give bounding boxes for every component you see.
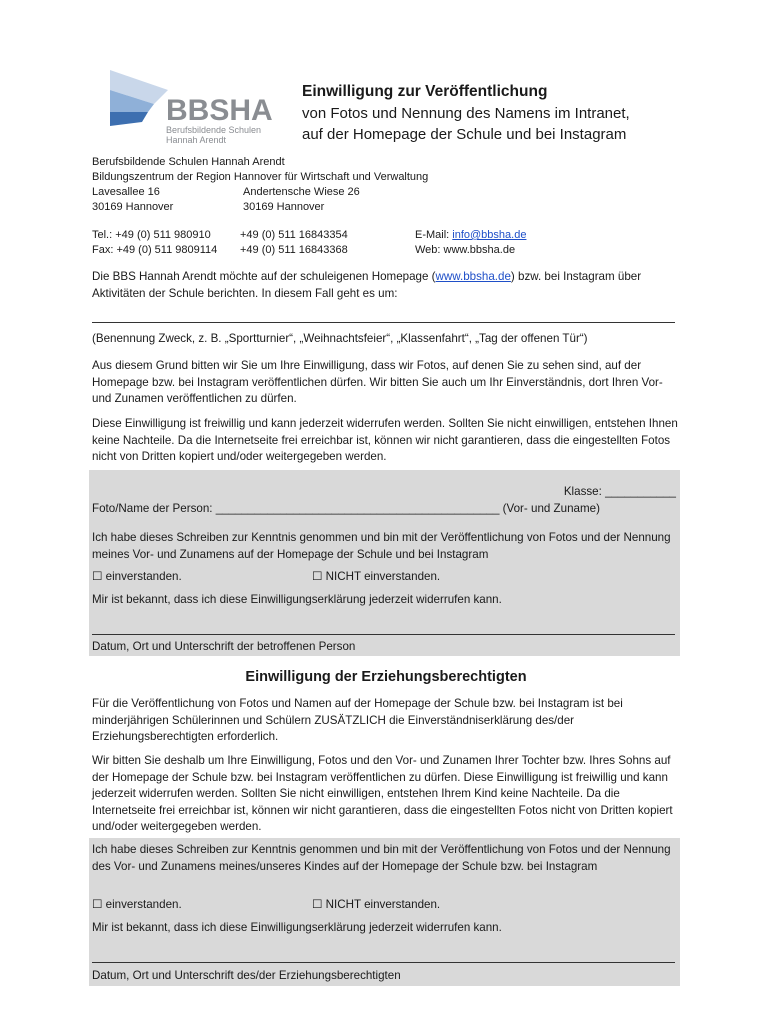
form2-statement: Ich habe dieses Schreiben zur Kenntnis genommen und bin mit der Veröffentlichung von Fotos und der Nennung des Vor- und Zunamens meines/unseres Kindes auf der Homepage der Schule bzw. bei Instagram: [92, 843, 671, 873]
paragraph-2: Diese Einwilligung ist freiwillig und kann jederzeit widerrufen werden. Sollten Sie nicht einwilligen, entstehen Ihnen keine Nachteile. Da die Internetseite frei erreichbar ist, können wir nicht garantieren, dass die eingestellten Fotos nicht von Dritten kopiert und/oder weitergegeben werden.: [92, 417, 678, 464]
school-center: Bildungszentrum der Region Hannover für Wirtschaft und Verwaltung: [92, 171, 429, 183]
form2-revoke-note: Mir ist bekannt, dass ich diese Einwilligungserklärung jederzeit widerrufen kann.: [92, 921, 502, 934]
intro-paragraph: [92, 269, 682, 302]
form1-agree-option[interactable]: [92, 569, 292, 586]
purpose-hint: (Benennung Zweck, z. B. „Sportturnier“, „Weihnachtsfeier“, „Klassenfahrt“, „Tag der offenen Tür“): [92, 332, 588, 345]
form2-signature-label: Datum, Ort und Unterschrift des/der Erziehungsberechtigten: [92, 969, 401, 982]
document-title: [302, 81, 722, 145]
form1-signature-line[interactable]: [92, 634, 675, 635]
checkbox-icon[interactable]: ☐: [312, 570, 323, 583]
section2-heading: Einwilligung der Erziehungsberechtigten: [245, 669, 527, 685]
tel-2: +49 (0) 511 16843354: [240, 229, 348, 241]
checkbox-icon[interactable]: ☐: [92, 898, 103, 911]
checkbox-icon[interactable]: ☐: [312, 898, 323, 911]
form2-signature-line[interactable]: [92, 962, 675, 963]
tel-1: Tel.: +49 (0) 511 980910: [92, 229, 211, 241]
section2-paragraph-2: Wir bitten Sie deshalb um Ihre Einwilligung, Fotos und den Vor- und Zunamen Ihrer Tochter bzw. Ihres Sohns auf der Homepage der Schule bzw. bei Instagram veröffentlichen zu dürfen. Diese Einwilligung ist freiwillig und kann jederzeit widerrufen werden. Sollten Sie nicht einwilligen, entstehen Ihrem Kind keine Nachteile. Da die Internetseite frei erreichbar ist, können wir nicht garantieren, dass die eingestellten Fotos nicht von Dritten kopiert und/oder weitergegeben werden.: [92, 754, 673, 834]
title-line3: auf der Homepage der Schule und bei Instagram: [302, 126, 627, 143]
intro-part2: ) bzw. bei Instagram über Aktivitäten der Schule berichten. In diesem Fall geht es um:: [92, 270, 642, 300]
form1-signature-label: Datum, Ort und Unterschrift der betroffenen Person: [92, 640, 356, 653]
form1-agree-label: einverstanden.: [105, 570, 182, 583]
email-link[interactable]: info@bbsha.de: [452, 229, 527, 241]
form1-disagree-label: NICHT einverstanden.: [325, 570, 441, 583]
street-2: Andertensche Wiese 26: [243, 186, 360, 198]
form2-agree-option[interactable]: [92, 897, 292, 914]
school-name: Berufsbildende Schulen Hannah Arendt: [92, 156, 285, 168]
web-line: Web: www.bbsha.de: [415, 244, 516, 256]
logo-line2: Hannah Arendt: [166, 135, 227, 145]
city-2: 30169 Hannover: [243, 201, 325, 213]
city-1: 30169 Hannover: [92, 201, 174, 213]
logo-line1: Berufsbildende Schulen: [166, 125, 262, 135]
form1-revoke-note: Mir ist bekannt, dass ich diese Einwilligungserklärung jederzeit widerrufen kann.: [92, 593, 502, 606]
form2-disagree-option[interactable]: [312, 897, 562, 914]
bbsha-logo: [108, 66, 278, 148]
homepage-link[interactable]: www.bbsha.de: [435, 270, 511, 283]
form2-disagree-label: NICHT einverstanden.: [325, 898, 441, 911]
logo-text: BBSHA: [166, 94, 273, 127]
street-1: Lavesallee 16: [92, 186, 160, 198]
email-line: [415, 228, 526, 243]
fax-2: +49 (0) 511 16843368: [240, 244, 348, 256]
klasse-field[interactable]: Klasse: ___________: [563, 485, 676, 498]
person-name-field[interactable]: Foto/Name der Person: ____________________________________________ (Vor- und Zuname): [92, 502, 600, 515]
title-line2: von Fotos und Nennung des Namens im Intranet,: [302, 105, 630, 122]
paragraph-1: Aus diesem Grund bitten wir Sie um Ihre Einwilligung, dass wir Fotos, auf denen Sie zu sehen sind, auf der Homepage bzw. bei Instagram veröffentlichen dürfen. Wir bitten Sie auch um Ihr Einverständnis, dort Ihren Vor- und Zunamen veröffentlichen zu dürfen.: [92, 359, 663, 406]
purpose-blank-line[interactable]: [92, 322, 675, 323]
intro-part1: Die BBS Hannah Arendt möchte auf der schuleigenen Homepage (: [92, 270, 436, 283]
fax-1: Fax: +49 (0) 511 9809114: [92, 244, 218, 256]
title-line1: Einwilligung zur Veröffentlichung: [302, 83, 548, 100]
email-label: E-Mail:: [415, 229, 453, 241]
checkbox-icon[interactable]: ☐: [92, 570, 103, 583]
form1-statement: Ich habe dieses Schreiben zur Kenntnis genommen und bin mit der Veröffentlichung von Fotos und der Nennung meines Vor- und Zunamens auf der Homepage der Schule und bei Instagram: [92, 531, 671, 561]
form1-disagree-option[interactable]: [312, 569, 562, 586]
form2-agree-label: einverstanden.: [105, 898, 182, 911]
section2-paragraph-1: Für die Veröffentlichung von Fotos und Namen auf der Homepage der Schule bzw. bei Instagram ist bei minderjährigen Schülerinnen und Schülern ZUSÄTZLICH die Einverständniserklärung des/der Erziehungsberechtigten erforderlich.: [92, 697, 623, 744]
